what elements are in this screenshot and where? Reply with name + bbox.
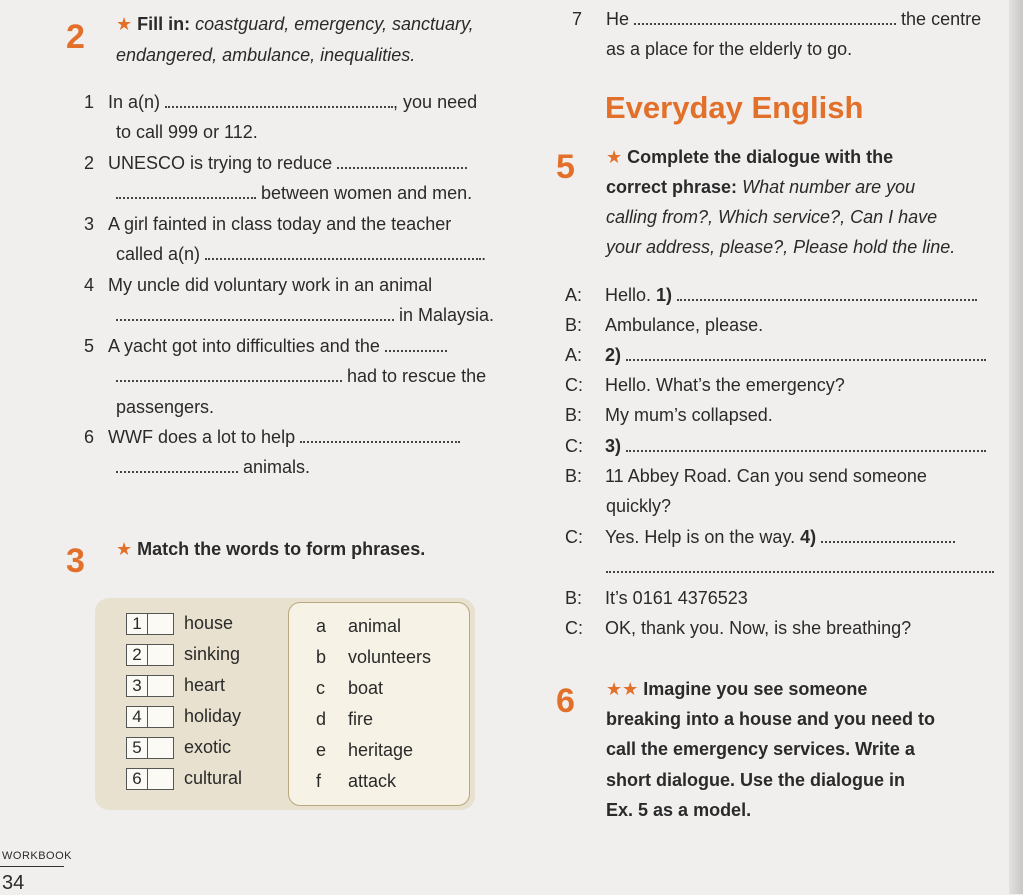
exercise-item: 5 A yacht got into difficulties and the [84, 331, 447, 361]
answer-blank[interactable] [626, 359, 986, 361]
star-icon: ★ [606, 147, 623, 167]
answer-blank[interactable] [385, 350, 447, 352]
item-line: passengers. [116, 397, 215, 417]
match-item: 4 holiday [126, 701, 242, 732]
star-icon: ★ [116, 14, 133, 34]
match-item: 2 sinking [126, 639, 242, 670]
dialogue-line: C: Hello. What’s the emergency? [565, 375, 845, 395]
page-number: 34 [2, 872, 25, 894]
match-option: b volunteers [316, 647, 432, 667]
star-icon: ★★ [606, 679, 639, 699]
answer-box[interactable]: 5 [126, 737, 174, 759]
exercise-number: 3 [66, 542, 85, 580]
instruction-line: your address, please?, Please hold the line. [606, 237, 956, 257]
section-title: Everyday English [605, 90, 864, 125]
dialogue-line: A: 2) [565, 340, 986, 370]
item-line: had to rescue the [116, 361, 486, 391]
exercise-item: 2 UNESCO is trying to reduce [84, 148, 467, 178]
instruction-line: calling from?, Which service?, Can I have [606, 207, 938, 227]
dialogue-line: A: Hello. 1) [565, 280, 977, 310]
match-option: d fire [316, 709, 374, 729]
dialogue-line: B: 11 Abbey Road. Can you send someone [565, 466, 927, 486]
exercise-item: 6 WWF does a lot to help [84, 422, 460, 452]
match-item: 1 house [126, 608, 242, 639]
instruction-line: Ex. 5 as a model. [606, 800, 752, 820]
answer-blank[interactable] [821, 541, 955, 543]
answer-blank[interactable] [116, 197, 256, 199]
exercise-number: 2 [66, 18, 85, 56]
answer-box[interactable]: 6 [126, 768, 174, 790]
match-item: 6 cultural [126, 763, 242, 794]
dialogue-line: C: OK, thank you. Now, is she breathing? [565, 618, 912, 638]
exercise-instruction [116, 9, 474, 39]
dialogue-line: B: It’s 0161 4376523 [565, 588, 748, 608]
match-option: f attack [316, 771, 397, 791]
instruction-line: short dialogue. Use the dialogue in [606, 770, 906, 790]
match-option: e heritage [316, 740, 414, 760]
answer-box[interactable]: 4 [126, 706, 174, 728]
answer-blank[interactable] [626, 450, 986, 452]
answer-blank[interactable] [116, 319, 394, 321]
match-item: 5 exotic [126, 732, 242, 763]
match-right-column [316, 611, 431, 797]
match-item: 3 heart [126, 670, 242, 701]
dialogue-line: quickly? [606, 496, 672, 516]
item-line: between women and men. [116, 178, 472, 208]
instruction-line: call the emergency services. Write a [606, 739, 915, 759]
dialogue-line: B: Ambulance, please. [565, 315, 764, 335]
answer-box[interactable]: 2 [126, 644, 174, 666]
instruction-line: correct phrase: What number are you [606, 177, 916, 197]
dialogue-line: B: My mum’s collapsed. [565, 405, 773, 425]
item-line: as a place for the elderly to go. [606, 39, 853, 59]
footer-label: WORKBOOK [2, 850, 73, 862]
exercise-instruction: ★ Complete the dialogue with the [606, 147, 894, 167]
answer-blank[interactable] [116, 380, 342, 382]
footer-divider [0, 866, 64, 867]
dialogue-line: C: Yes. Help is on the way. 4) [565, 522, 955, 552]
match-left-column [126, 608, 242, 794]
exercise-item: 3 A girl fainted in class today and the teacher [84, 214, 452, 234]
answer-box[interactable]: 3 [126, 675, 174, 697]
exercise-item: 1 In a(n) , you need [84, 92, 478, 112]
star-icon: ★ [116, 539, 133, 559]
answer-blank[interactable] [634, 23, 896, 25]
page-edge [1009, 0, 1023, 894]
exercise-instruction: ★ Match the words to form phrases. [116, 539, 426, 559]
dialogue-line [606, 552, 994, 582]
answer-blank[interactable] [165, 106, 393, 108]
exercise-number: 6 [556, 682, 575, 720]
item-line: called a(n) . [116, 244, 487, 264]
exercise-number: 5 [556, 148, 575, 186]
answer-blank[interactable] [337, 167, 467, 169]
dialogue-line: C: 3) [565, 431, 986, 461]
exercise-instruction: ★★ Imagine you see someone [606, 679, 868, 699]
word-list: endangered, ambulance, inequalities. [116, 45, 416, 65]
answer-blank[interactable] [300, 441, 460, 443]
exercise-item: 4 My uncle did voluntary work in an animal [84, 275, 433, 295]
exercise-item: 7 He the centre [572, 9, 982, 29]
item-line: animals. [116, 452, 310, 482]
match-option: c boat [316, 678, 384, 698]
answer-blank[interactable] [606, 571, 994, 573]
item-line: in Malaysia. [116, 300, 494, 330]
word-list: coastguard, emergency, sanctuary, [195, 14, 474, 34]
instruction-line: breaking into a house and you need to [606, 709, 936, 729]
instruction-label: Fill in: [137, 14, 191, 34]
answer-box[interactable]: 1 [126, 613, 174, 635]
answer-blank[interactable] [677, 299, 977, 301]
answer-blank[interactable] [205, 258, 481, 260]
answer-blank[interactable] [116, 471, 238, 473]
match-option: a animal [316, 616, 402, 636]
item-line: to call 999 or 112. [116, 122, 258, 142]
